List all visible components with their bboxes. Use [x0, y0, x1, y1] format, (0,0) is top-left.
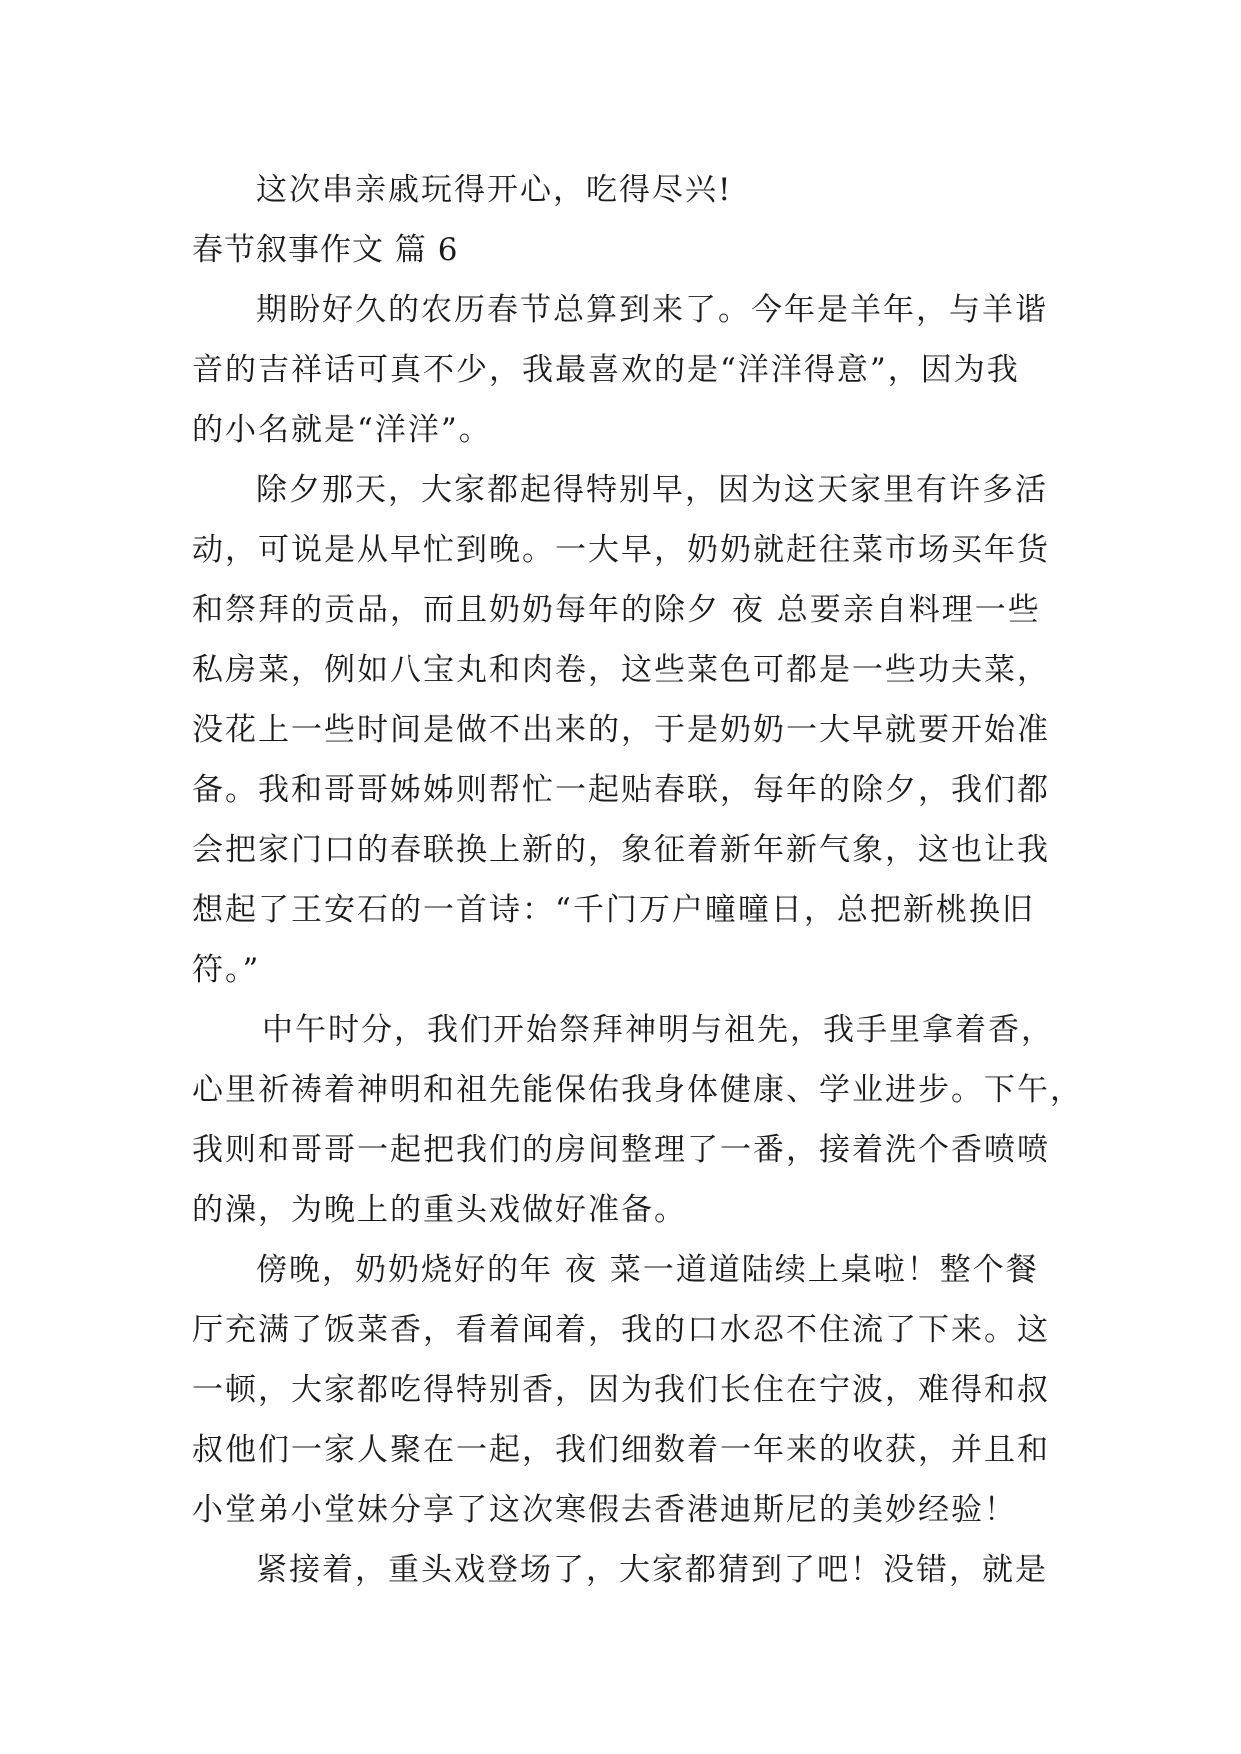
- text-line: 小堂弟小堂妹分享了这次寒假去香港迪斯尼的美妙经验！: [192, 1492, 1017, 1528]
- text-line: 紧接着，重头戏登场了，大家都猜到了吧！没错，就是: [256, 1552, 1048, 1588]
- text-line: 心里祈祷着神明和祖先能保佑我身体健康、学业进步。下午，: [192, 1072, 1083, 1108]
- text-line: 符。”: [192, 952, 261, 988]
- text-line: 想起了王安石的一首诗：“千门万户曈曈日，总把新桃换旧: [192, 892, 1035, 928]
- section-heading: 春节叙事作文 篇 6: [192, 232, 459, 268]
- text-line: 的澡，为晚上的重头戏做好准备。: [192, 1192, 687, 1228]
- text-line: 一顿，大家都吃得特别香，因为我们长住在宁波，难得和叔: [192, 1372, 1050, 1408]
- text-line: 傍晚，奶奶烧好的年 夜 菜一道道陆续上桌啦！整个餐: [256, 1252, 1039, 1288]
- text-line: 除夕那天，大家都起得特别早，因为这天家里有许多活: [256, 472, 1048, 508]
- text-line: 我则和哥哥一起把我们的房间整理了一番，接着洗个香喷喷: [192, 1132, 1050, 1168]
- text-line: 音的吉祥话可真不少，我最喜欢的是“洋洋得意”，因为我: [192, 352, 1020, 388]
- text-line: 私房菜，例如八宝丸和肉卷，这些菜色可都是一些功夫菜，: [192, 652, 1050, 688]
- text-line: 动，可说是从早忙到晚。一大早，奶奶就赶往菜市场买年货: [192, 532, 1050, 568]
- text-line: 会把家门口的春联换上新的，象征着新年新气象，这也让我: [192, 832, 1050, 868]
- text-line: 没花上一些时间是做不出来的，于是奶奶一大早就要开始准: [192, 712, 1050, 748]
- text-line: 这次串亲戚玩得开心，吃得尽兴!: [256, 172, 733, 208]
- text-line: 备。我和哥哥姊姊则帮忙一起贴春联，每年的除夕，我们都: [192, 772, 1050, 808]
- text-line: 中午时分，我们开始祭拜神明与祖先，我手里拿着香，: [262, 1012, 1054, 1048]
- text-line: 期盼好久的农历春节总算到来了。今年是羊年，与羊谐: [256, 292, 1048, 328]
- text-line: 厅充满了饭菜香，看着闻着，我的口水忍不住流了下来。这: [192, 1312, 1050, 1348]
- text-line: 的小名就是“洋洋”。: [192, 412, 492, 448]
- text-line: 和祭拜的贡品，而且奶奶每年的除夕 夜 总要亲自料理一些: [192, 592, 1041, 628]
- text-line: 叔他们一家人聚在一起，我们细数着一年来的收获，并且和: [192, 1432, 1050, 1468]
